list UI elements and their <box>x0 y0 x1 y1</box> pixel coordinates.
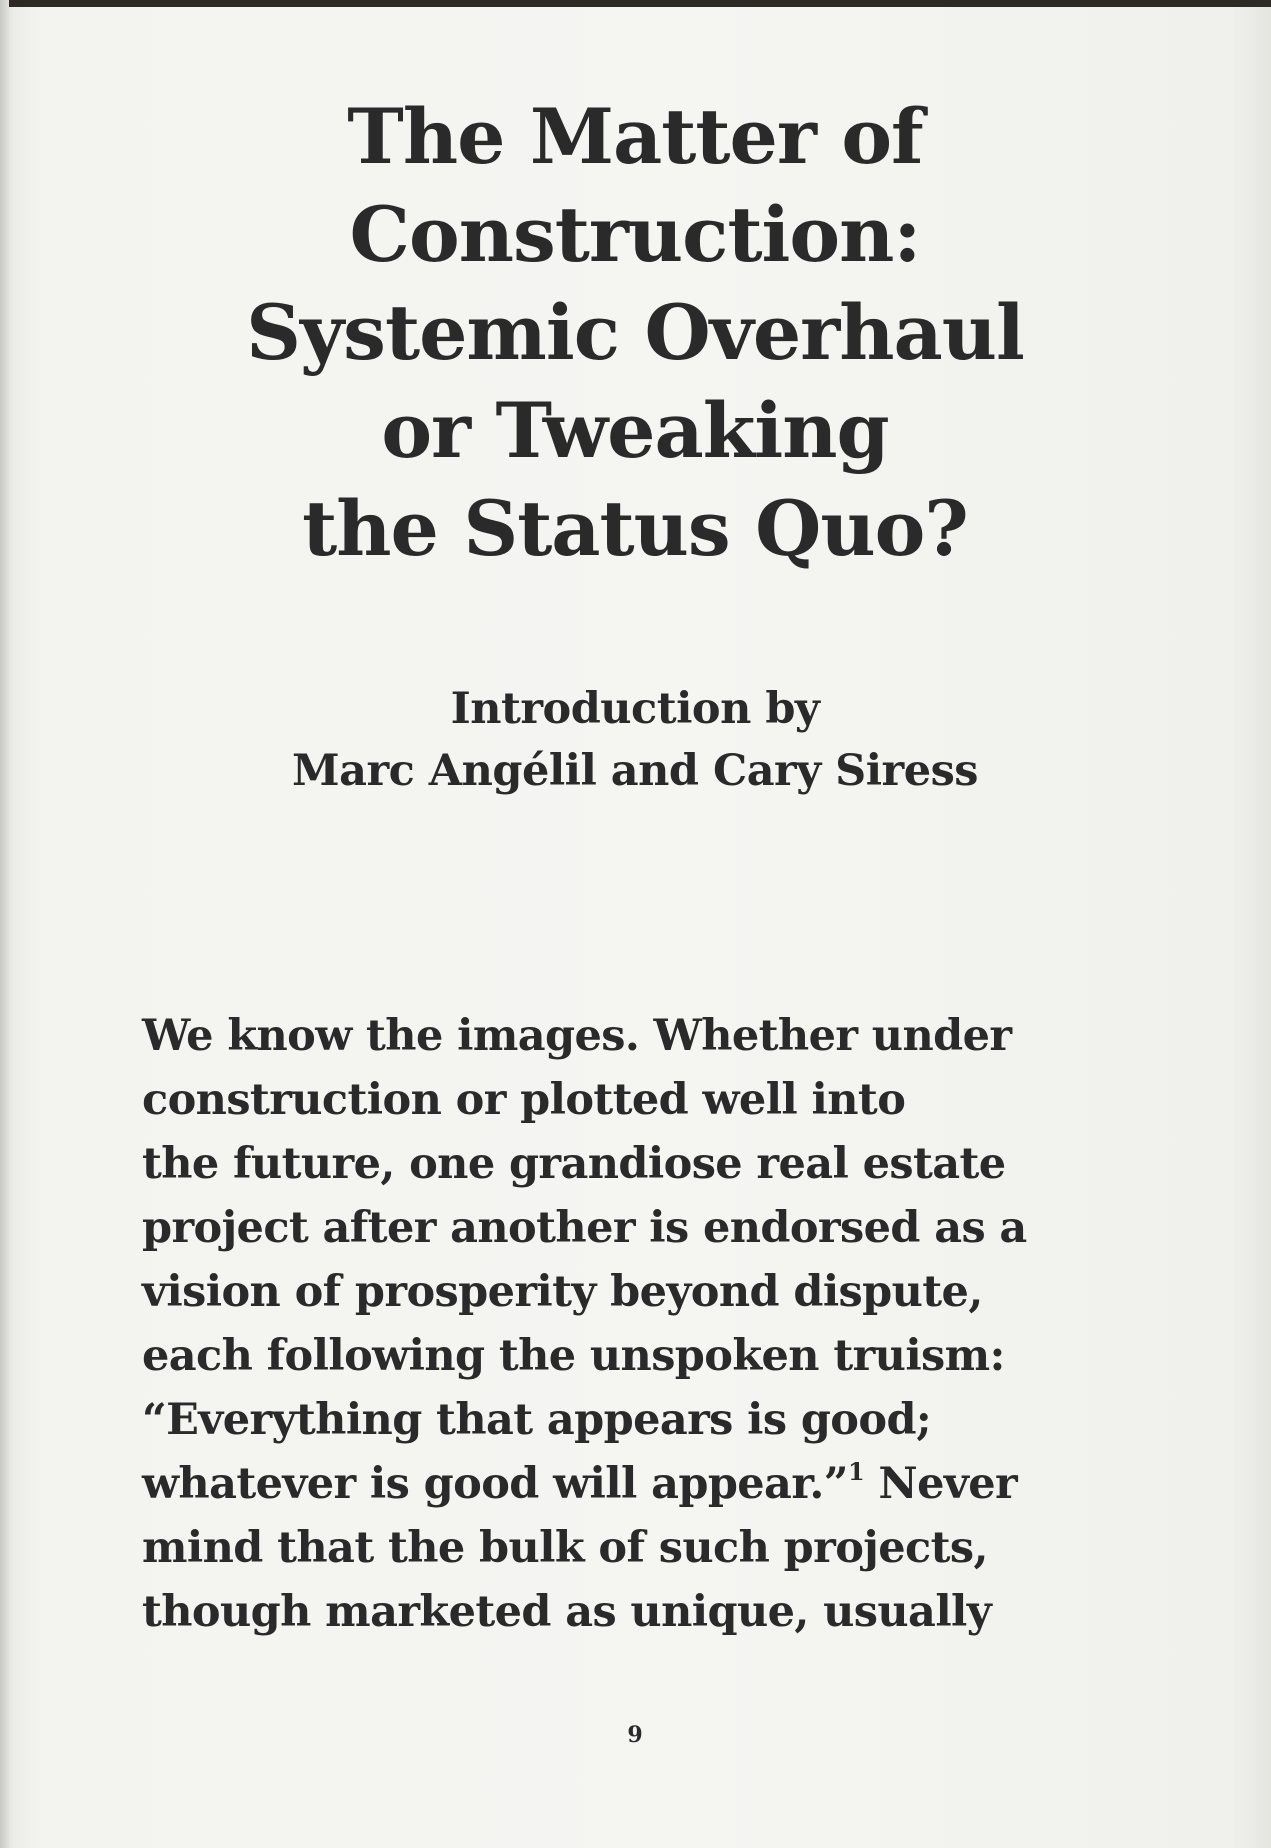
body-line: construction or plotted well into <box>142 1075 906 1125</box>
byline-authors: Marc Angélil and Cary Siress <box>292 746 978 796</box>
body-line: We know the images. Whether under <box>142 1011 1012 1061</box>
body-line: the future, one grandiose real estate <box>142 1139 1006 1189</box>
body-line: “Everything that appears is good; <box>142 1395 932 1445</box>
body-line: though marketed as unique, usually <box>142 1587 992 1637</box>
body-line-text: whatever is good will appear.” <box>142 1459 848 1509</box>
title-line: The Matter of <box>347 92 923 181</box>
body-line-continuation: Never <box>864 1459 1018 1509</box>
title-line: or Tweaking <box>381 386 889 475</box>
byline-line: Introduction by <box>450 684 820 734</box>
page-spine-shadow <box>0 0 9 1848</box>
chapter-byline <box>100 678 1170 802</box>
body-line-with-footnote <box>142 1452 1142 1516</box>
title-line: the Status Quo? <box>302 484 968 573</box>
body-line: vision of prosperity beyond dispute, <box>142 1267 983 1317</box>
body-paragraph <box>142 1004 1142 1644</box>
title-line: Systemic Overhaul <box>246 288 1024 377</box>
footnote-marker: 1 <box>847 1457 865 1486</box>
page-top-edge <box>0 0 1271 7</box>
chapter-title <box>100 88 1170 578</box>
body-line: project after another is endorsed as a <box>142 1203 1027 1253</box>
page-number: 9 <box>627 1722 643 1748</box>
body-line: mind that the bulk of such projects, <box>142 1523 988 1573</box>
body-line: each following the unspoken truism: <box>142 1331 1005 1381</box>
title-line: Construction: <box>349 190 921 279</box>
